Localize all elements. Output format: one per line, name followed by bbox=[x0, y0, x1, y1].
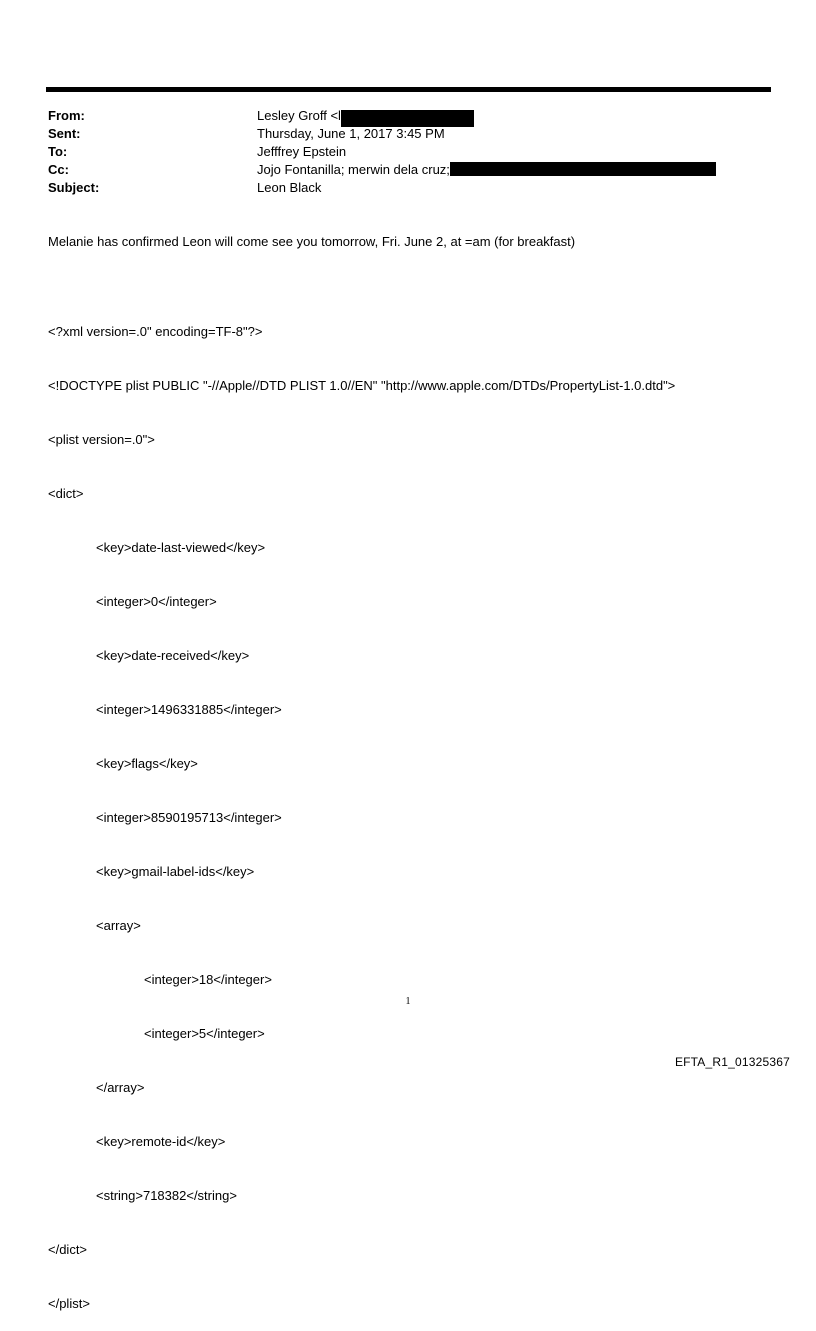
from-label: From: bbox=[48, 108, 85, 123]
to-label: To: bbox=[48, 144, 68, 159]
to-value: Jefffrey Epstein bbox=[257, 144, 347, 159]
cc-text: Jojo Fontanilla; merwin dela cruz; bbox=[257, 162, 450, 177]
plist-block bbox=[48, 287, 675, 1331]
plist-line: <plist version=.0"> bbox=[48, 432, 155, 447]
plist-line: <integer>1496331885</integer> bbox=[96, 702, 282, 717]
plist-line: <key>date-last-viewed</key> bbox=[96, 540, 266, 555]
from-value bbox=[257, 107, 474, 125]
from-text: Lesley Groff <l bbox=[257, 108, 341, 123]
page-number: 1 bbox=[405, 996, 411, 1007]
subject-value: Leon Black bbox=[257, 180, 322, 195]
sent-value: Thursday, June 1, 2017 3:45 PM bbox=[257, 126, 445, 141]
plist-line: <key>flags</key> bbox=[96, 756, 198, 771]
plist-line: <key>remote-id</key> bbox=[96, 1134, 226, 1149]
sent-label: Sent: bbox=[48, 126, 81, 141]
cc-value bbox=[257, 161, 716, 179]
plist-line: </array> bbox=[96, 1080, 145, 1095]
plist-line: <integer>5</integer> bbox=[144, 1026, 265, 1041]
plist-line: <integer>8590195713</integer> bbox=[96, 810, 282, 825]
plist-line: <string>718382</string> bbox=[96, 1188, 237, 1203]
plist-line: <dict> bbox=[48, 486, 84, 501]
plist-line: <key>gmail-label-ids</key> bbox=[96, 864, 255, 879]
redaction-block bbox=[450, 162, 716, 176]
plist-line: <key>date-received</key> bbox=[96, 648, 250, 663]
plist-line: <array> bbox=[96, 918, 141, 933]
plist-line: <!DOCTYPE plist PUBLIC "-//Apple//DTD PLIST 1.0//EN" "http://www.apple.com/DTDs/PropertyList-1.0.dtd"> bbox=[48, 378, 676, 393]
plist-line: </plist> bbox=[48, 1296, 90, 1311]
plist-line: <integer>18</integer> bbox=[144, 972, 272, 987]
cc-label: Cc: bbox=[48, 162, 69, 177]
subject-label: Subject: bbox=[48, 180, 100, 195]
document-id: EFTA_R1_01325367 bbox=[674, 1055, 790, 1069]
header-divider bbox=[46, 87, 771, 92]
plist-line: <?xml version=.0" encoding=TF-8"?> bbox=[48, 324, 263, 339]
plist-line: </dict> bbox=[48, 1242, 88, 1257]
plist-line: <integer>0</integer> bbox=[96, 594, 217, 609]
message-body: Melanie has confirmed Leon will come see you tomorrow, Fri. June 2, at =am (for breakfast) bbox=[48, 234, 576, 249]
